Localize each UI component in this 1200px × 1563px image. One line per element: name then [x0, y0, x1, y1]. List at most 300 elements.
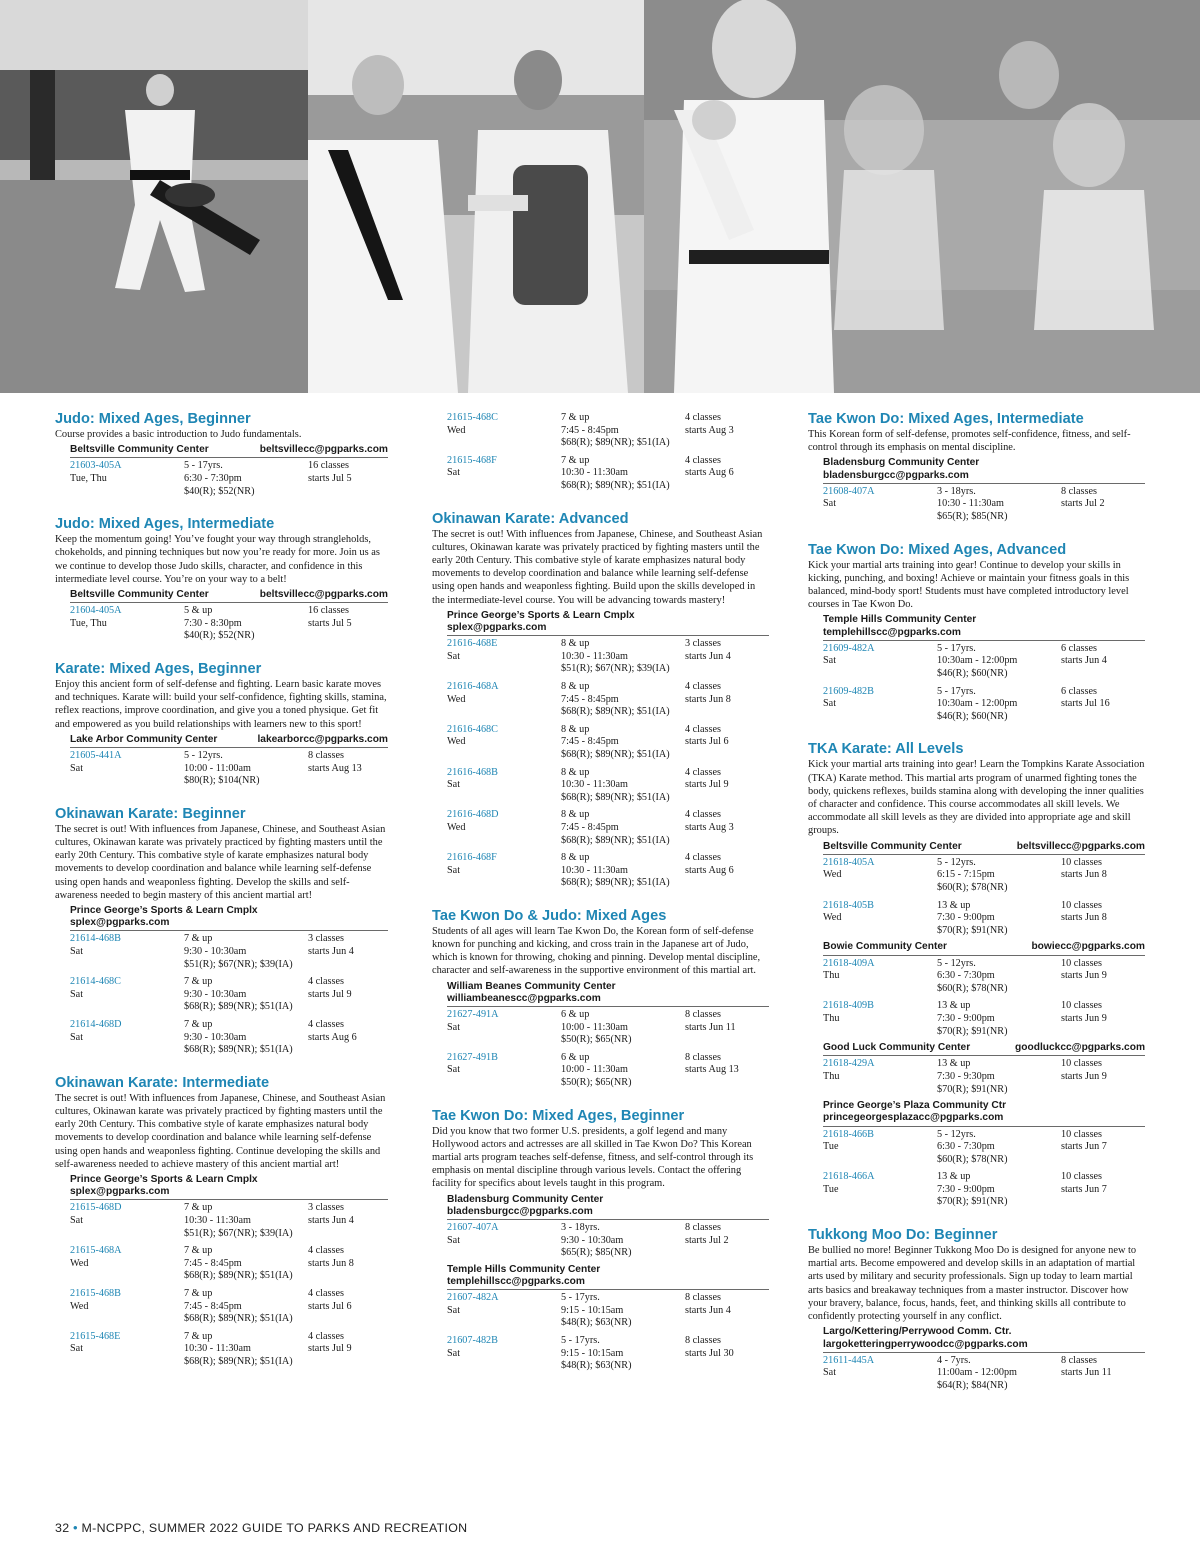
class-age: 3 - 18yrs. [937, 485, 976, 497]
class-day: Sat [447, 864, 461, 876]
class-fee: $80(R); $104(NR) [184, 775, 260, 787]
class-code: 21615-468B [70, 1287, 121, 1299]
class-code: 21627-491B [447, 1051, 498, 1063]
class-code: 21607-482A [447, 1292, 499, 1304]
class-listing [70, 1200, 388, 1243]
location-email: splex@pgparks.com [447, 621, 547, 633]
class-spacer [823, 668, 937, 681]
photo-strip [0, 0, 1200, 393]
location-header [823, 1041, 1145, 1056]
location-email: goodluckcc@pgparks.com [1015, 1042, 1145, 1054]
class-age: 5 - 17yrs. [937, 685, 976, 697]
class-listing [823, 641, 1145, 684]
class-count: 6 classes [1061, 642, 1097, 654]
class-age: 8 & up [561, 766, 590, 778]
class-start: starts Aug 13 [685, 1064, 739, 1076]
class-spacer [447, 877, 561, 890]
class-time: 7:45 - 8:45pm [184, 1257, 242, 1269]
location-email: princegeorgesplazacc@pgparks.com [823, 1112, 1004, 1124]
location-email: bladensburgcc@pgparks.com [823, 469, 969, 481]
class-code: 21618-405B [823, 899, 874, 911]
class-fee: $68(R); $89(NR); $51(IA) [561, 437, 670, 449]
class-count: 10 classes [1061, 1058, 1103, 1070]
class-code: 21603-405A [70, 460, 122, 472]
program-title: Karate: Mixed Ages, Beginner [55, 660, 262, 677]
class-listing [447, 765, 769, 808]
class-fee: $70(R); $91(NR) [937, 924, 1008, 936]
class-listing [447, 410, 769, 453]
program-description: Did you know that two former U.S. presidents, a golf legend and many Hollywood actors and actresses are all skilled in Tae Kwon Do? This Korean martial arts program teaches self-defense, fitness, and self-control through its emphasis on mental discipline through various levels. Contact the offering facility for specifics about levels taught in this program. [432, 1125, 754, 1190]
class-count: 10 classes [1061, 957, 1103, 969]
class-day: Sat [70, 762, 84, 774]
class-count: 6 classes [1061, 685, 1097, 697]
program-description: The secret is out! With influences from Japanese, Chinese, and Southeast Asian cultures, Okinawan karate was privately practiced by fighting masters until the early 20th Century. This combative style of karate emphasizes natural body movements to develop coordination and balance while learning self-defense using open hands and weaponless fighting. Build upon the skills developed in the intermediate-level course. You will be advancing towards mastery! [432, 528, 763, 606]
class-fee: $51(R); $67(NR); $39(IA) [561, 663, 670, 675]
class-listing [70, 748, 388, 791]
location-name: Prince George’s Plaza Community Ctr [823, 1100, 1007, 1112]
program-description: The secret is out! With influences from Japanese, Chinese, and Southeast Asian cultures, Okinawan karate was privately practiced by fighting masters until the early 20th Century. This combative style of karate emphasizes natural body movements to develop coordination and balance while learning self-defense using open hands and weaponless fighting. Continue developing the skills and self-awareness needed to achieve mastery of this ancient martial art! [55, 1092, 386, 1170]
class-time: 7:45 - 8:45pm [561, 736, 619, 748]
class-time: 6:30 - 7:30pm [937, 1141, 995, 1153]
class-time: 11:00am - 12:00pm [937, 1367, 1017, 1379]
class-listing [823, 1056, 1145, 1099]
class-listing [823, 998, 1145, 1041]
class-start: starts Jul 9 [308, 1343, 352, 1355]
program-section [55, 660, 388, 791]
class-listing [70, 1243, 388, 1286]
program-title: Okinawan Karate: Intermediate [55, 1074, 270, 1091]
class-spacer [447, 749, 561, 762]
class-spacer [70, 959, 184, 972]
class-count: 8 classes [1061, 1354, 1097, 1366]
class-code: 21627-491A [447, 1009, 499, 1021]
class-code: 21618-466A [823, 1171, 875, 1183]
program-section [808, 410, 1145, 527]
class-start: starts Jun 9 [1061, 970, 1107, 982]
class-code: 21616-468A [447, 680, 499, 692]
class-fee: $70(R); $91(NR) [937, 1196, 1008, 1208]
class-fee: $46(R); $60(NR) [937, 668, 1008, 679]
class-listing [70, 603, 388, 646]
class-fee: $64(R); $84(NR) [937, 1379, 1008, 1391]
class-count: 8 classes [685, 1051, 721, 1063]
class-spacer [70, 486, 184, 499]
class-fee: $68(R); $89(NR); $51(IA) [184, 1044, 293, 1056]
class-fee: $51(R); $67(NR); $39(IA) [184, 958, 293, 970]
class-time: 10:00 - 11:30am [561, 1064, 628, 1076]
program-description: This Korean form of self-defense, promotes self-confidence, fitness, and self-control through its emphasis on mental discipline. [808, 429, 1131, 454]
class-spacer [823, 711, 937, 724]
belt-presentation-photo [308, 0, 644, 393]
class-time: 10:30 - 11:30am [184, 1343, 251, 1355]
class-fee: $68(R); $89(NR); $51(IA) [561, 748, 670, 760]
class-start: starts Jul 9 [685, 779, 729, 791]
location-name: Beltsville Community Center [823, 840, 962, 852]
class-listing [447, 850, 769, 893]
class-count: 3 classes [308, 1202, 344, 1214]
class-code: 21614-468C [70, 976, 121, 988]
class-day: Wed [447, 736, 466, 748]
program-title: Tae Kwon Do & Judo: Mixed Ages [432, 907, 667, 924]
class-age: 7 & up [184, 933, 213, 945]
location-header [70, 1173, 388, 1200]
class-code: 21615-468E [70, 1330, 121, 1342]
program-title: Tae Kwon Do: Mixed Ages, Beginner [432, 1107, 685, 1124]
class-start: starts Jun 7 [1061, 1141, 1107, 1153]
column-right [808, 410, 1145, 1409]
class-code: 21607-407A [447, 1222, 499, 1234]
class-code: 21605-441A [70, 750, 122, 761]
class-day: Wed [447, 821, 466, 833]
class-day: Wed [823, 869, 842, 881]
class-start: starts Jun 7 [1061, 1183, 1107, 1195]
class-age: 4 - 7yrs. [937, 1354, 971, 1366]
class-fee: $60(R); $78(NR) [937, 982, 1008, 994]
column-left [55, 410, 388, 1386]
class-time: 6:30 - 7:30pm [184, 473, 242, 484]
class-fee: $40(R); $52(NR) [184, 485, 255, 497]
class-day: Sat [70, 1343, 84, 1355]
class-spacer [823, 882, 937, 895]
judo-throw-photo [0, 0, 308, 393]
class-start: starts Jun 4 [308, 1214, 354, 1226]
class-start: starts Jun 11 [685, 1021, 736, 1033]
class-listing [823, 898, 1145, 941]
class-age: 8 & up [561, 809, 590, 821]
class-start: starts Jul 2 [685, 1234, 729, 1246]
program-section [808, 1226, 1145, 1395]
class-fee: $70(R); $91(NR) [937, 1025, 1008, 1037]
class-start: starts Jul 30 [685, 1347, 734, 1359]
class-age: 7 & up [184, 1330, 213, 1342]
class-day: Sat [70, 1031, 84, 1043]
class-spacer [447, 835, 561, 848]
location-name: Prince George’s Sports & Learn Cmplx [447, 609, 635, 621]
class-age: 5 - 17yrs. [937, 642, 976, 654]
program-description: The secret is out! With influences from Japanese, Chinese, and Southeast Asian cultures, Okinawan karate was privately practiced by fighting masters until the early 20th Century. This combative style of karate emphasizes natural body movements to develop coordination and balance while learning self-defense using open hands and weaponless fighting. Develop the skills and self-awareness needed to begin mastery of this ancient martial art! [55, 823, 386, 901]
class-age: 8 & up [561, 852, 590, 864]
class-code: 21614-468D [70, 1018, 122, 1030]
location-name: Bladensburg Community Center [447, 1193, 604, 1205]
class-count: 8 classes [685, 1222, 721, 1234]
location-header [70, 733, 388, 748]
class-start: starts Jun 8 [308, 1257, 354, 1269]
class-start: starts Jun 8 [685, 693, 731, 705]
class-time: 6:15 - 7:15pm [937, 869, 995, 881]
class-age: 5 - 12yrs. [937, 957, 976, 969]
class-age: 5 - 17yrs. [184, 460, 223, 472]
location-name: Prince George’s Sports & Learn Cmplx [70, 905, 258, 916]
location-email: beltsvillecc@pgparks.com [259, 444, 388, 456]
class-listing [823, 1127, 1145, 1170]
class-code: 21609-482B [823, 685, 874, 697]
class-time: 7:45 - 8:45pm [561, 821, 619, 833]
location-name: Temple Hills Community Center [447, 1263, 601, 1275]
class-code: 21616-468B [447, 766, 498, 778]
class-code: 21618-409A [823, 957, 875, 969]
class-start: starts Jun 9 [1061, 1012, 1107, 1024]
class-start: starts Jul 6 [308, 1300, 352, 1312]
page-number: 32 [55, 1521, 70, 1535]
class-age: 8 & up [561, 638, 590, 650]
class-fee: $51(R); $67(NR); $39(IA) [184, 1227, 293, 1239]
class-age: 7 & up [561, 412, 590, 423]
program-section [432, 907, 769, 1093]
class-fee: $68(R); $89(NR); $51(IA) [184, 1355, 293, 1367]
class-fee: $48(R); $63(NR) [561, 1317, 632, 1329]
class-listing [447, 679, 769, 722]
class-fee: $60(R); $78(NR) [937, 1153, 1008, 1165]
class-listing [70, 1329, 388, 1372]
class-time: 10:30 - 11:30am [561, 650, 628, 662]
class-time: 9:30 - 10:30am [184, 988, 247, 1000]
class-listing [447, 1007, 769, 1050]
class-spacer [70, 775, 184, 788]
class-fee: $68(R); $89(NR); $51(IA) [561, 706, 670, 718]
class-time: 9:15 - 10:15am [561, 1347, 624, 1359]
location-header [70, 904, 388, 931]
class-day: Sat [823, 1367, 837, 1379]
class-count: 10 classes [1061, 899, 1103, 911]
class-listing [823, 484, 1145, 527]
program-description: Kick your martial arts training into gear! Learn the Tompkins Karate Association (TKA) Karate method. This martial arts program of unarmed fighting tones the body, quickens reflexes, builds stamina along with developing the inner qualities of character and confidence. This course accommodates all skill levels. We accommodate all skill levels as they are divided into appropriate age and skill groups. [808, 759, 1145, 837]
class-listing [70, 1017, 388, 1060]
program-title: TKA Karate: All Levels [808, 741, 964, 758]
class-count: 10 classes [1061, 1000, 1103, 1012]
class-time: 10:00 - 11:00am [184, 762, 251, 774]
location-header [447, 1263, 769, 1290]
program-description: Kick your martial arts training into gear! Continue to develop your skills in kicking, punching, and boxing! Achieve or maintain your fitness goals in this balanced, mind-body sport! Students must have completed introductory level courses in Tae Kwon Do. [808, 559, 1130, 611]
class-spacer [70, 1270, 184, 1283]
program-description: Be bullied no more! Beginner Tukkong Moo Do is designed for anyone new to martial arts. Become empowered and develop skills in an adaptation of martial arts used by military and security professionals. Sign up today to learn martial arts basics and breakaway techniques from a master instructor. Discover how your bravery, balance, focus, hands, feet, and thinking skills all contribute to confidently protecting yourself in any conflict. [808, 1245, 1137, 1323]
location-email: templehillscc@pgparks.com [447, 1276, 585, 1288]
program-title: Okinawan Karate: Advanced [432, 510, 629, 527]
class-fee: $68(R); $89(NR); $51(IA) [561, 834, 670, 846]
class-age: 6 & up [561, 1009, 590, 1021]
location-name: Temple Hills Community Center [823, 614, 977, 626]
class-time: 10:30am - 12:00pm [937, 655, 1018, 667]
class-day: Sat [447, 1304, 461, 1316]
class-age: 7 & up [184, 1018, 213, 1030]
class-time: 7:30 - 8:30pm [184, 617, 242, 629]
class-age: 7 & up [184, 1287, 213, 1299]
class-spacer [823, 1196, 937, 1209]
class-listing [447, 807, 769, 850]
program-section [432, 1107, 769, 1376]
class-day: Tue, Thu [70, 617, 107, 629]
class-age: 13 & up [937, 1000, 971, 1012]
location-header [447, 980, 769, 1007]
location-email: lakearborcc@pgparks.com [257, 733, 388, 745]
page-footer [55, 1521, 467, 1535]
class-code: 21618-429A [823, 1058, 875, 1070]
class-time: 9:30 - 10:30am [184, 946, 247, 957]
class-start: starts Aug 6 [308, 1031, 357, 1043]
class-start: starts Jul 6 [685, 736, 729, 748]
class-day: Sat [823, 698, 837, 710]
class-listing [823, 956, 1145, 999]
class-fee: $40(R); $52(NR) [184, 630, 255, 642]
class-start: starts Aug 6 [685, 467, 734, 479]
class-code: 21611-445A [823, 1354, 875, 1366]
program-description: Enjoy this ancient form of self-defense and fighting. Learn basic karate moves and techniques. Karate will: build your self-confidence, fighting skills, stamina, reflex reactions, improve coordination, and give you a toned physique. Get fit and empowered as you build relationships with learners new to this sport! [55, 678, 387, 730]
location-header [447, 609, 769, 636]
class-day: Wed [70, 1257, 89, 1269]
class-age: 8 & up [561, 723, 590, 735]
class-day: Sat [823, 655, 837, 667]
location-email: largoketteringperrywoodcc@pgparks.com [823, 1338, 1028, 1350]
class-time: 10:30 - 11:30am [937, 498, 1004, 510]
location-email: beltsvillecc@pgparks.com [259, 589, 388, 600]
class-code: 21616-468E [447, 638, 498, 650]
class-listing [447, 1220, 769, 1263]
class-code: 21608-407A [823, 485, 875, 497]
class-fee: $65(R); $85(NR) [561, 1247, 632, 1259]
class-count: 4 classes [685, 680, 721, 692]
class-fee: $68(R); $89(NR); $51(IA) [184, 1270, 293, 1282]
location-name: Prince George’s Sports & Learn Cmplx [70, 1173, 258, 1185]
class-time: 6:30 - 7:30pm [937, 970, 995, 982]
class-code: 21616-468F [447, 852, 497, 864]
class-count: 4 classes [685, 412, 721, 423]
program-title: Okinawan Karate: Beginner [55, 805, 246, 822]
class-count: 10 classes [1061, 856, 1103, 868]
class-spacer [447, 480, 561, 493]
class-spacer [70, 1228, 184, 1241]
class-time: 10:30 - 11:30am [184, 1214, 251, 1226]
class-listing [447, 453, 769, 496]
class-code: 21607-482B [447, 1335, 498, 1347]
class-spacer [447, 1317, 561, 1330]
class-age: 5 - 12yrs. [937, 1128, 976, 1140]
class-time: 9:15 - 10:15am [561, 1304, 624, 1316]
class-count: 4 classes [685, 454, 721, 466]
class-code: 21614-468B [70, 933, 121, 945]
class-count: 4 classes [685, 723, 721, 735]
program-description: Course provides a basic introduction to Judo fundamentals. [55, 429, 302, 440]
location-name: William Beanes Community Center [447, 980, 616, 992]
class-spacer [70, 630, 184, 643]
class-listing [823, 1353, 1145, 1396]
program-title: Tukkong Moo Do: Beginner [808, 1227, 998, 1244]
location-email: williambeanescc@pgparks.com [447, 992, 601, 1004]
class-day: Sat [447, 1234, 461, 1246]
class-day: Thu [823, 1070, 840, 1082]
class-fee: $70(R); $91(NR) [937, 1083, 1008, 1095]
class-day: Wed [447, 424, 466, 436]
class-day: Wed [823, 912, 842, 924]
class-count: 3 classes [308, 933, 344, 945]
class-listing [447, 636, 769, 679]
class-count: 4 classes [308, 1330, 344, 1342]
class-spacer [823, 925, 937, 938]
class-spacer [70, 1313, 184, 1326]
class-time: 7:45 - 8:45pm [184, 1300, 242, 1312]
class-spacer [823, 511, 937, 524]
class-listing [70, 931, 388, 974]
class-code: 21616-468D [447, 809, 499, 821]
class-count: 4 classes [308, 1245, 344, 1257]
class-start: starts Aug 3 [685, 424, 734, 436]
class-day: Sat [70, 946, 84, 957]
class-time: 7:30 - 9:00pm [937, 1012, 995, 1024]
location-email: templehillscc@pgparks.com [823, 626, 961, 638]
class-spacer [70, 1044, 184, 1057]
class-fee: $50(R); $65(NR) [561, 1077, 632, 1089]
class-age: 7 & up [561, 454, 590, 466]
class-age: 3 - 18yrs. [561, 1222, 600, 1234]
class-start: starts Jun 4 [685, 650, 731, 662]
class-age: 13 & up [937, 899, 971, 911]
location-name: Bladensburg Community Center [823, 457, 980, 469]
class-fee: $65(R); $85(NR) [937, 511, 1008, 522]
class-day: Thu [823, 970, 840, 982]
class-code: 21618-466B [823, 1128, 874, 1140]
class-day: Sat [70, 1214, 84, 1226]
class-spacer [823, 1084, 937, 1097]
location-email: beltsvillecc@pgparks.com [1016, 840, 1145, 852]
class-time: 9:30 - 10:30am [184, 1031, 247, 1043]
class-count: 10 classes [1061, 1171, 1103, 1183]
class-count: 4 classes [308, 976, 344, 988]
class-day: Sat [447, 1347, 461, 1359]
class-spacer [447, 1247, 561, 1260]
program-section [808, 740, 1145, 1212]
location-name: Beltsville Community Center [70, 589, 209, 600]
class-time: 7:45 - 8:45pm [561, 424, 619, 436]
program-description: Keep the momentum going! You’ve fought your way through strangleholds, chokeholds, and pinning techniques but now you’re ready for more. Join us as we continue to develop those Judo skills, character, and confidence in this intermediate level course. You’re on your way to a belt! [55, 534, 380, 585]
class-spacer [70, 1356, 184, 1369]
class-listing [447, 1333, 769, 1376]
program-title: Tae Kwon Do: Mixed Ages, Intermediate [808, 411, 1084, 427]
class-time: 7:45 - 8:45pm [561, 693, 619, 705]
location-email: bladensburgcc@pgparks.com [447, 1205, 593, 1217]
class-fee: $50(R); $65(NR) [561, 1034, 632, 1046]
class-start: starts Jun 4 [1061, 655, 1107, 667]
footer-text: M-NCPPC, SUMMER 2022 GUIDE TO PARKS AND RECREATION [81, 1521, 468, 1535]
class-count: 8 classes [1061, 485, 1097, 497]
class-start: starts Jun 4 [308, 946, 354, 957]
class-count: 16 classes [308, 605, 350, 617]
location-header [823, 840, 1145, 855]
class-code: 21618-405A [823, 856, 875, 868]
program-section [55, 805, 388, 1060]
program-title: Tae Kwon Do: Mixed Ages, Advanced [808, 541, 1067, 558]
class-age: 8 & up [561, 680, 590, 692]
location-name: Beltsville Community Center [70, 444, 209, 456]
class-time: 9:30 - 10:30am [561, 1234, 624, 1246]
class-age: 13 & up [937, 1058, 971, 1070]
footer-separator: • [73, 1521, 78, 1535]
class-time: 10:00 - 11:30am [561, 1021, 628, 1033]
location-name: Bowie Community Center [823, 941, 947, 953]
class-listing [823, 684, 1145, 727]
class-listing [70, 1286, 388, 1329]
class-fee: $68(R); $89(NR); $51(IA) [184, 1313, 293, 1325]
program-section [432, 510, 769, 893]
kids-karate-photo [644, 0, 1200, 393]
class-count: 10 classes [1061, 1128, 1103, 1140]
class-time: 10:30 - 11:30am [561, 467, 628, 479]
class-spacer [823, 983, 937, 996]
program-title: Judo: Mixed Ages, Intermediate [55, 516, 275, 533]
class-spacer [823, 1154, 937, 1167]
class-day: Tue, Thu [70, 473, 107, 484]
location-email: bowiecc@pgparks.com [1031, 941, 1145, 953]
class-day: Sat [447, 1064, 461, 1076]
class-day: Thu [823, 1012, 840, 1024]
location-header [823, 1099, 1145, 1126]
